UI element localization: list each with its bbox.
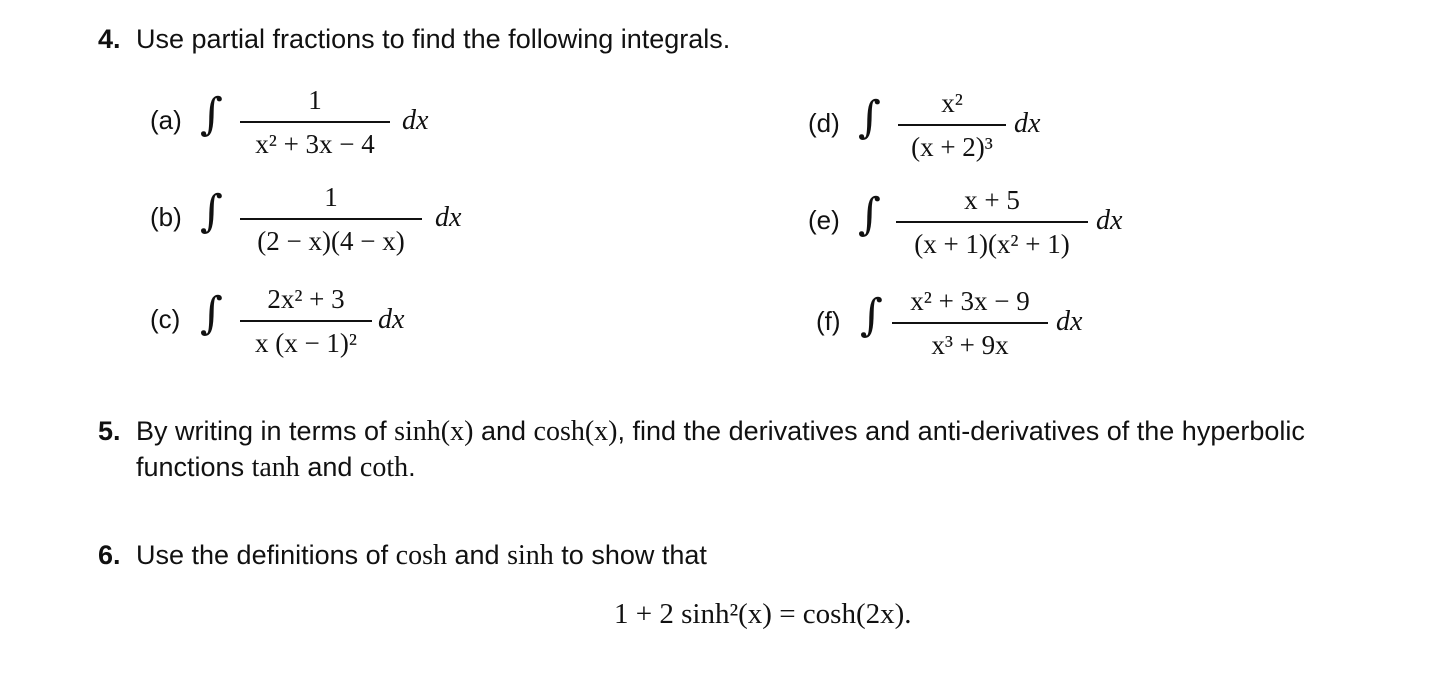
fraction xyxy=(240,83,390,161)
dx: dx xyxy=(402,105,429,136)
fraction-bar xyxy=(892,322,1048,324)
integral-sign: ∫ xyxy=(858,92,881,143)
text-segment: and xyxy=(454,540,500,570)
text-segment: . xyxy=(408,452,416,482)
math-coth: coth xyxy=(359,452,409,483)
problem-4 xyxy=(98,22,731,56)
item-label: (b) xyxy=(150,202,182,232)
integral-sign: ∫ xyxy=(858,189,881,240)
text-segment: functions xyxy=(136,452,245,482)
text-segment: to show that xyxy=(561,540,707,570)
text-segment: , find the derivatives and anti-derivatives of the hyperbolic xyxy=(617,416,1305,446)
item-label: (e) xyxy=(808,205,840,235)
fraction xyxy=(892,284,1048,362)
fraction-bar xyxy=(240,218,422,220)
math-sinh: sinh xyxy=(507,540,554,571)
fraction xyxy=(240,282,372,360)
math-cosh: cosh(x) xyxy=(533,416,618,447)
numerator: 1 xyxy=(324,182,338,212)
text-segment: By writing in terms of xyxy=(136,416,387,446)
item-label: (a) xyxy=(150,105,182,135)
problem-5 xyxy=(98,414,1305,448)
problem-5-line2 xyxy=(136,450,416,485)
denominator: (x + 2)³ xyxy=(911,131,993,162)
dx: dx xyxy=(378,304,405,335)
fraction xyxy=(240,180,422,258)
fraction xyxy=(896,183,1088,261)
math-sinh: sinh(x) xyxy=(394,416,474,447)
numerator: 2x² + 3 xyxy=(267,284,345,314)
integral-sign: ∫ xyxy=(200,186,223,237)
numerator: 1 xyxy=(308,85,322,115)
denominator: (2 − x)(4 − x) xyxy=(257,225,405,256)
numerator: x + 5 xyxy=(964,185,1020,215)
item-label: (c) xyxy=(150,304,181,334)
fraction-bar xyxy=(898,124,1006,126)
item-label: (d) xyxy=(808,108,840,138)
fraction-bar xyxy=(896,221,1088,223)
fraction-bar xyxy=(240,320,372,322)
text-segment: and xyxy=(480,416,526,446)
display-equation: 1 + 2 sinh²(x) = cosh(2x). xyxy=(614,598,912,630)
problem-text: Use partial fractions to find the following integrals. xyxy=(136,24,731,54)
dx: dx xyxy=(1056,306,1083,337)
problem-text xyxy=(136,538,707,573)
problem-6 xyxy=(98,538,707,572)
item-label: (f) xyxy=(816,306,841,336)
math-cosh: cosh xyxy=(395,540,447,571)
problem-text xyxy=(136,414,1305,449)
numerator: x² xyxy=(941,88,963,118)
dx: dx xyxy=(1014,108,1041,139)
math-tanh: tanh xyxy=(251,452,300,483)
integral-sign: ∫ xyxy=(200,89,223,140)
problem-number: 4. xyxy=(98,24,121,54)
text-segment: Use the definitions of xyxy=(136,540,389,570)
denominator: x (x − 1)² xyxy=(254,327,358,358)
dx: dx xyxy=(1096,205,1123,236)
fraction-bar xyxy=(240,121,390,123)
dx: dx xyxy=(435,202,462,233)
denominator: x² + 3x − 4 xyxy=(255,128,375,159)
denominator: x³ + 9x xyxy=(931,329,1009,360)
problem-number: 5. xyxy=(98,416,121,446)
fraction xyxy=(898,86,1006,164)
integral-sign: ∫ xyxy=(200,288,223,339)
problem-number: 6. xyxy=(98,540,121,570)
integral-sign: ∫ xyxy=(860,290,883,341)
numerator: x² + 3x − 9 xyxy=(910,286,1030,316)
text-segment: and xyxy=(307,452,353,482)
denominator: (x + 1)(x² + 1) xyxy=(914,228,1070,259)
